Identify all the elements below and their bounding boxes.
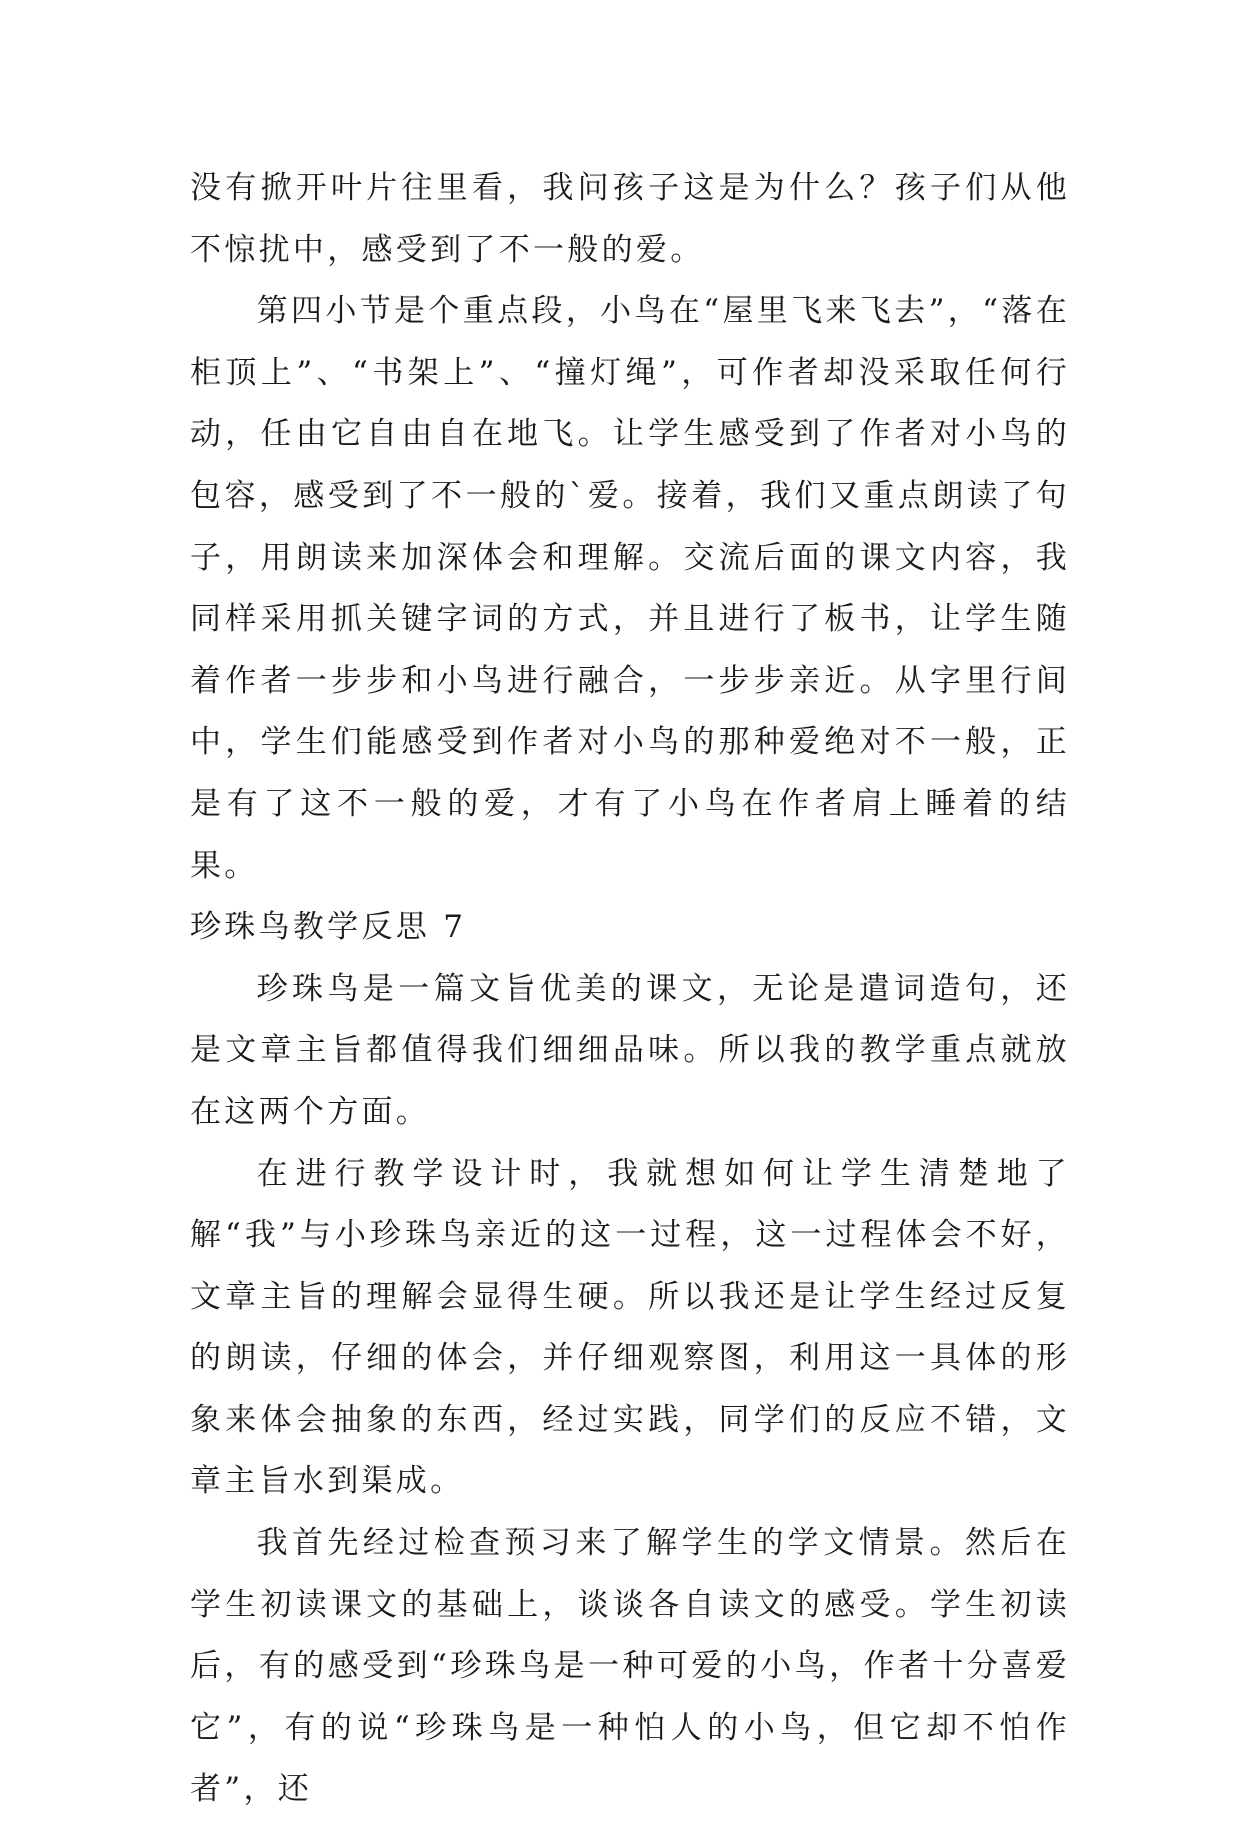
paragraph-intro: 珍珠鸟是一篇文旨优美的课文，无论是遣词造句，还是文章主旨都值得我们细细品味。所以我的教学重点就放在这两个方面。 [190,970,1070,1130]
paragraph-continued: 没有掀开叶片往里看，我问孩子这是为什么？孩子们从他不惊扰中，感受到了不一般的爱。 [190,170,1070,268]
section-heading: 珍珠鸟教学反思 7 [190,909,467,946]
document-page [190,158,1070,1821]
paragraph-section-four: 第四小节是个重点段，小鸟在“屋里飞来飞去”，“落在柜顶上”、“书架上”、“撞灯绳”，可作者却没采取任何行动，任由它自由自在地飞。让学生感受到了作者对小鸟的包容，感受到了不一般的`爱。接着，我们又重点朗读了句子，用朗读来加深体会和理解。交流后面的课文内容，我同样采用抓关键字词的方式，并且进行了板书，让学生随着作者一步步和小鸟进行融合，一步步亲近。从字里行间中，学生们能感受到作者对小鸟的那种爱绝对不一般，正是有了这不一般的爱，才有了小鸟在作者肩上睡着的结果。 [190,293,1070,884]
paragraph-preview: 我首先经过检查预习来了解学生的学文情景。然后在学生初读课文的基础上，谈谈各自读文的感受。学生初读后，有的感受到“珍珠鸟是一种可爱的小鸟，作者十分喜爱它”，有的说“珍珠鸟是一种怕人的小鸟，但它却不怕作者”，还 [190,1525,1070,1808]
paragraph-design: 在进行教学设计时，我就想如何让学生清楚地了解“我”与小珍珠鸟亲近的这一过程，这一过程体会不好，文章主旨的理解会显得生硬。所以我还是让学生经过反复的朗读，仔细的体会，并仔细观察图，利用这一具体的形象来体会抽象的东西，经过实践，同学们的反应不错，文章主旨水到渠成。 [190,1155,1070,1500]
